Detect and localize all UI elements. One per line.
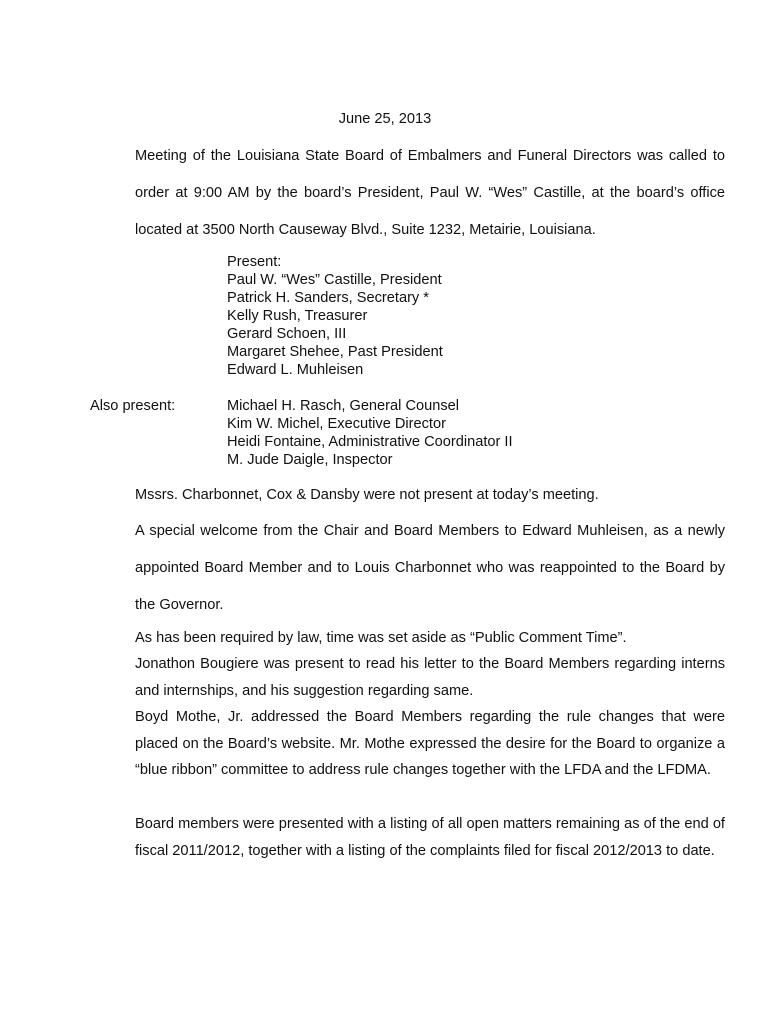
present-member: Kelly Rush, Treasurer [227,308,368,324]
present-member: Paul W. “Wes” Castille, President [227,272,442,288]
present-member: Edward L. Muhleisen [227,362,364,378]
absent-paragraph: Mssrs. Charbonnet, Cox & Dansby were not present at today’s meeting. [135,487,599,503]
opening-paragraph: Meeting of the Louisiana State Board of Embalmers and Funeral Directors was called to order at 9:00 AM by the board’s President, Paul W. “Wes” Castille, at the board’s office located at 3500 North Causeway Blvd., Suite 1232, Metairie, Louisiana. [135,148,725,238]
also-present-member: Kim W. Michel, Executive Director [227,416,446,432]
present-member: Patrick H. Sanders, Secretary * [227,290,429,306]
also-present-member: M. Jude Daigle, Inspector [227,452,393,468]
also-present-label: Also present: [90,398,176,414]
present-list [227,253,443,379]
present-heading: Present: [227,254,282,270]
present-member: Margaret Shehee, Past President [227,344,443,360]
mothe-paragraph: Boyd Mothe, Jr. addressed the Board Members regarding the rule changes that were placed on the Board’s website. Mr. Mothe expressed the desire for the Board to organize a “blue ribbon” committee to address rule changes together with the LFDA and the LFDMA. [135,709,725,778]
bougiere-paragraph: Jonathon Bougiere was present to read his letter to the Board Members regarding interns and internships, and his suggestion regarding same. [135,656,725,699]
open-matters-paragraph: Board members were presented with a listing of all open matters remaining as of the end of fiscal 2011/2012, together with a listing of the complaints filed for fiscal 2012/2013 to date. [135,816,725,859]
also-present-list [227,397,513,469]
meeting-date: June 25, 2013 [338,111,432,127]
welcome-paragraph: A special welcome from the Chair and Board Members to Edward Muhleisen, as a newly appointed Board Member and to Louis Charbonnet who was reappointed to the Board by the Governor. [135,523,725,613]
present-member: Gerard Schoen, III [227,326,347,342]
also-present-member: Heidi Fontaine, Administrative Coordinator II [227,434,513,450]
public-comment-paragraph: As has been required by law, time was set aside as “Public Comment Time”. [135,630,627,646]
also-present-member: Michael H. Rasch, General Counsel [227,398,459,414]
